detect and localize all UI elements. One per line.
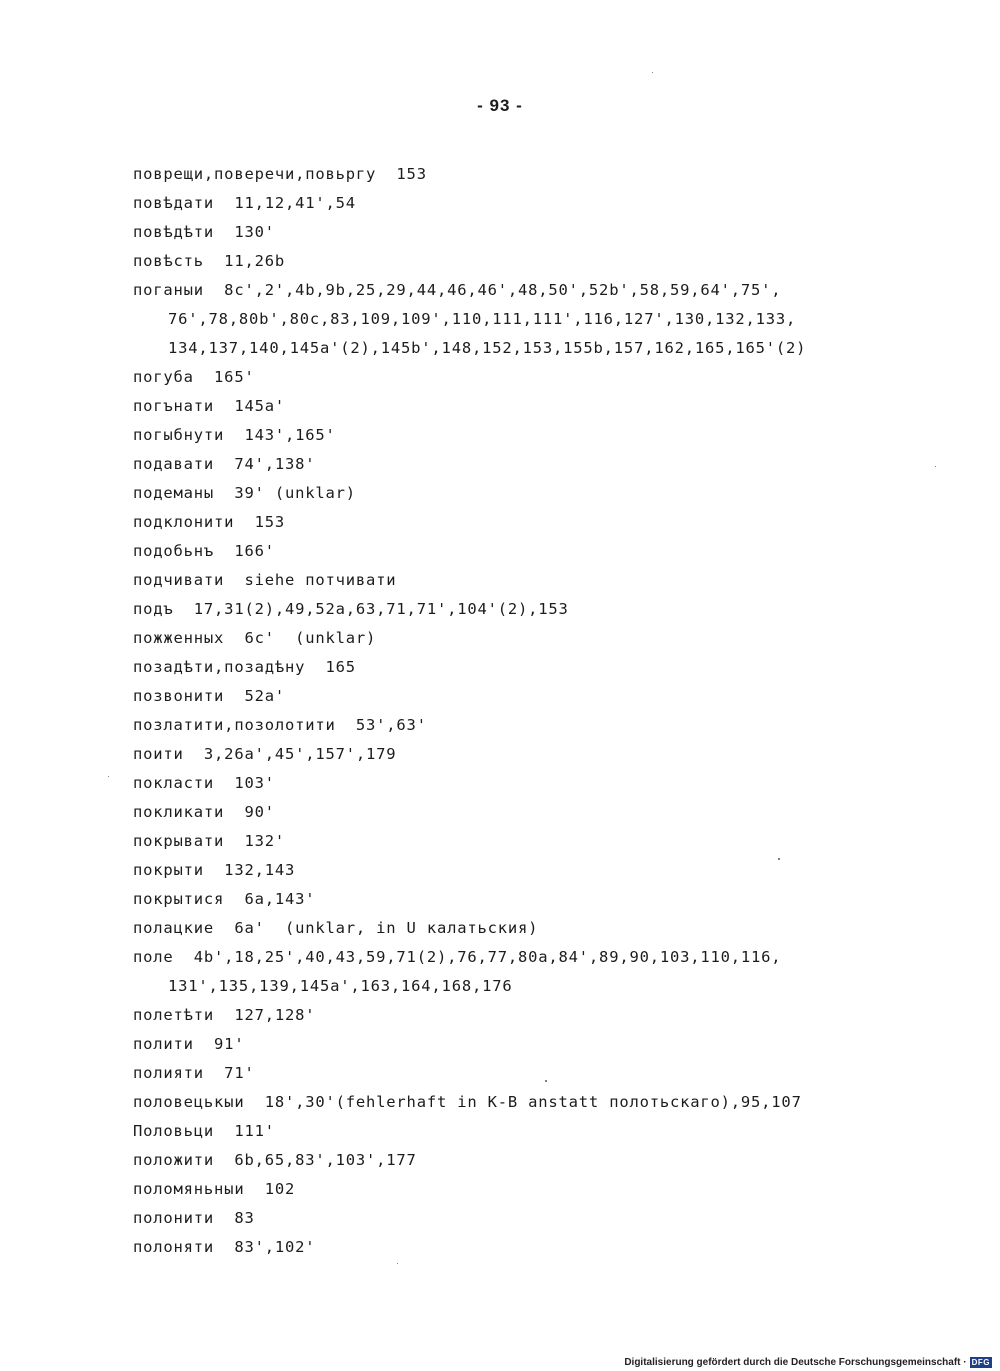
index-entry: подъ 17,31(2),49,52a,63,71,71',104'(2),153	[133, 600, 569, 618]
index-entry: Половьци 111'	[133, 1122, 275, 1140]
index-entry: покрытися 6a,143'	[133, 890, 316, 908]
index-entry: полонити 83	[133, 1209, 255, 1227]
index-entry: покрыти 132,143	[133, 861, 296, 879]
index-entry: полити 91'	[133, 1035, 245, 1053]
scan-speck	[778, 858, 780, 860]
index-entry: пожженных 6c' (unklar)	[133, 629, 377, 647]
index-entry-continuation: 131',135,139,145a',163,164,168,176	[168, 977, 513, 995]
index-entry: повѣдати 11,12,41',54	[133, 194, 356, 212]
index-entry: позвонити 52a'	[133, 687, 285, 705]
index-entry: подобьнъ 166'	[133, 542, 275, 560]
index-entry: поити 3,26a',45',157',179	[133, 745, 397, 763]
scan-speck	[108, 776, 109, 777]
index-entry: повѣдѣти 130'	[133, 223, 275, 241]
dfg-logo: DFG	[971, 1357, 990, 1367]
index-entry: полияти 71'	[133, 1064, 255, 1082]
index-entry: поганыи 8c',2',4b,9b,25,29,44,46,46',48,50',52b',58,59,64',75',	[133, 281, 782, 299]
index-entry: поломяньныи 102	[133, 1180, 296, 1198]
index-entry: погънати 145a'	[133, 397, 285, 415]
index-entry: подавати 74',138'	[133, 455, 316, 473]
index-entry: покликати 90'	[133, 803, 275, 821]
index-entry: покрывати 132'	[133, 832, 285, 850]
index-entry: погуба 165'	[133, 368, 255, 386]
scan-speck	[652, 72, 653, 73]
index-entry: подеманы 39' (unklar)	[133, 484, 356, 502]
index-entry: поле 4b',18,25',40,43,59,71(2),76,77,80a,84',89,90,103,110,116,	[133, 948, 782, 966]
index-entry: покласти 103'	[133, 774, 275, 792]
index-entry: позадѣти,позадѣну 165	[133, 658, 356, 676]
index-entry-continuation: 76',78,80b',80c,83,109,109',110,111,111',116,127',130,132,133,	[168, 310, 797, 328]
scan-speck	[545, 1080, 547, 1082]
index-entry: позлатити,позолотити 53',63'	[133, 716, 427, 734]
index-entry: половецькыи 18',30'(fehlerhaft in K-B anstatt полотьскаго),95,107	[133, 1093, 802, 1111]
footer-text: Digitalisierung gefördert durch die Deutsche Forschungsgemeinschaft ·	[624, 1357, 967, 1368]
index-entry: полацкие 6a' (unklar, in U калатьския)	[133, 919, 539, 937]
index-entry: полоняти 83',102'	[133, 1238, 316, 1256]
index-entry: подклонити 153	[133, 513, 285, 531]
index-entry: повѣсть 11,26b	[133, 252, 285, 270]
index-entry: подчивати siehe потчивати	[133, 571, 397, 589]
index-entry: положити 6b,65,83',103',177	[133, 1151, 417, 1169]
index-entry-continuation: 134,137,140,145a'(2),145b',148,152,153,155b,157,162,165,165'(2)	[168, 339, 807, 357]
page-number: - 93 -	[477, 96, 523, 115]
index-entry: полетѣти 127,128'	[133, 1006, 316, 1024]
scan-speck	[397, 1263, 398, 1264]
index-entry: поврещи,поверечи,повьргу 153	[133, 165, 427, 183]
footer-credit	[624, 1357, 992, 1368]
index-entry: погыбнути 143',165'	[133, 426, 336, 444]
scan-speck	[935, 466, 936, 467]
